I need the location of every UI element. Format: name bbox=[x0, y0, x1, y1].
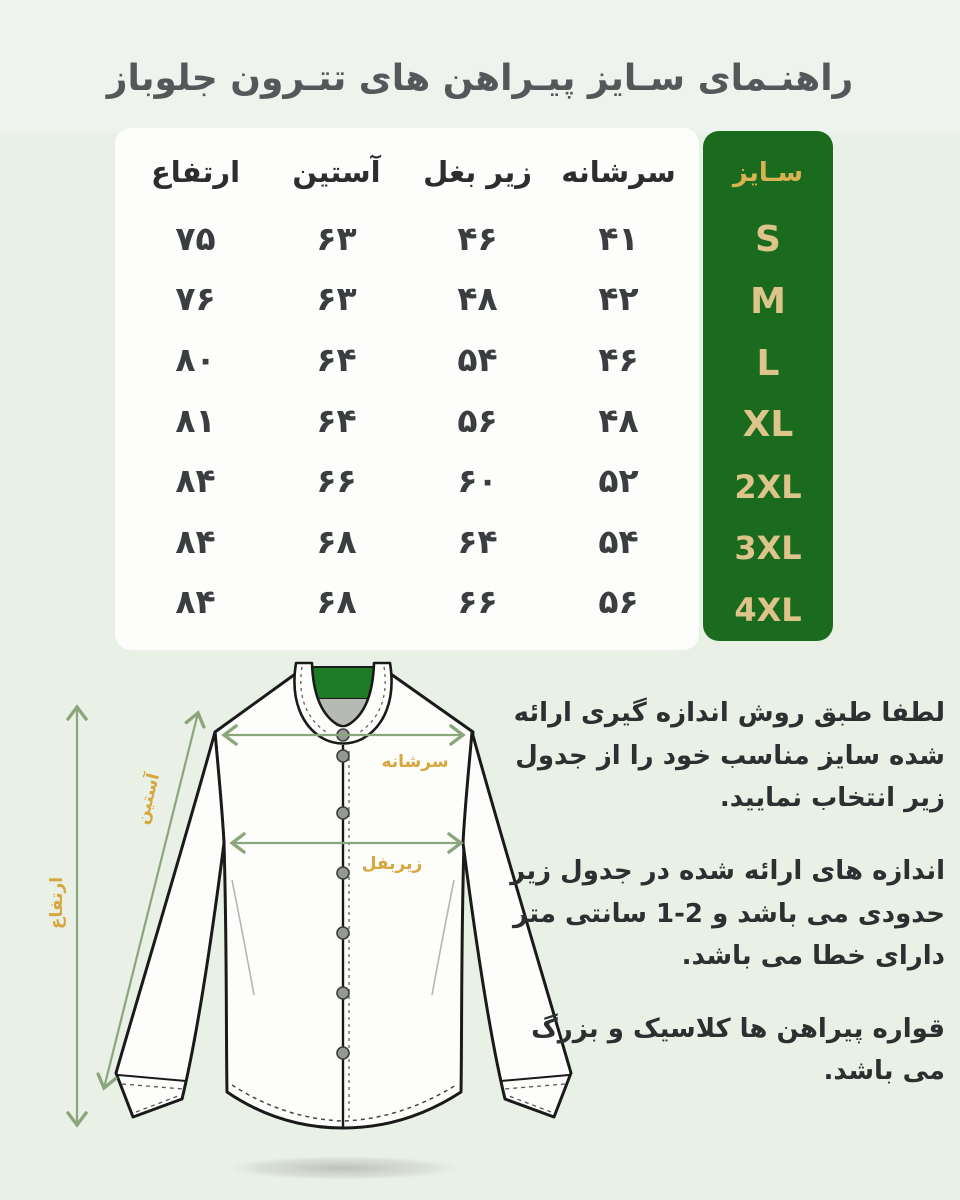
table-cell: ۷۶ bbox=[175, 279, 216, 319]
collar-inside-green bbox=[308, 667, 378, 699]
size-label-l: L bbox=[756, 342, 780, 384]
size-label-xl: XL bbox=[742, 404, 794, 446]
notes-section bbox=[503, 692, 945, 1123]
table-cell: ۷۵ bbox=[175, 218, 216, 258]
button bbox=[337, 987, 349, 999]
button bbox=[337, 927, 349, 939]
underarm-measure-label: زیربفل bbox=[361, 854, 423, 874]
note-fit: قواره پیراهن ها کلاسیک و بزرگ می باشد. bbox=[531, 1013, 945, 1087]
table-cell: ۶۰ bbox=[457, 461, 498, 501]
table-cell: ۸۴ bbox=[175, 461, 216, 501]
shirt-sleeve-left bbox=[116, 732, 224, 1117]
table-cell: ۸۴ bbox=[175, 582, 216, 622]
button bbox=[337, 807, 349, 819]
table-cell: ۶۸ bbox=[316, 582, 357, 622]
column-header-height: ارتفاع bbox=[150, 155, 241, 189]
table-cell: ۵۴ bbox=[598, 521, 639, 561]
column-header-shoulder: سرشانه bbox=[561, 155, 676, 189]
table-cell: ۴۶ bbox=[598, 339, 639, 379]
note-tolerance: اندازه های ارائه شده در جدول زیر حدودی می باشد و 2-1 سانتی متر دارای خطا می باشد. bbox=[510, 855, 945, 972]
table-cell: ۴۶ bbox=[457, 218, 498, 258]
table-cell: ۸۴ bbox=[175, 521, 216, 561]
table-cell: ۴۲ bbox=[598, 279, 639, 319]
button bbox=[337, 1047, 349, 1059]
size-label-s: S bbox=[755, 219, 781, 261]
column-header-sleeve: آستین bbox=[292, 155, 381, 189]
height-measure-label: ارتفاع bbox=[47, 876, 67, 930]
table-cell: ۶۶ bbox=[457, 582, 498, 622]
column-header-underarm: زیر بغل bbox=[423, 155, 532, 189]
table-cell: ۶۴ bbox=[316, 400, 357, 440]
table-cell: ۵۶ bbox=[457, 400, 498, 440]
table-cell: ۵۴ bbox=[457, 339, 498, 379]
size-column-header: سـایز bbox=[732, 158, 804, 188]
table-cell: ۶۸ bbox=[316, 521, 357, 561]
size-column bbox=[703, 131, 833, 641]
table-cell: ۸۱ bbox=[175, 400, 216, 440]
table-cell: ۵۶ bbox=[598, 582, 639, 622]
table-cell: ۸۰ bbox=[175, 339, 216, 379]
table-cell: ۶۴ bbox=[457, 521, 498, 561]
table-cell: ۶۴ bbox=[316, 339, 357, 379]
table-cell: ۵۲ bbox=[598, 461, 639, 501]
size-label-3xl: 3XL bbox=[734, 529, 802, 568]
size-label-2xl: 2XL bbox=[734, 467, 802, 506]
shoulder-measure-label: سرشانه bbox=[381, 752, 449, 772]
button bbox=[337, 750, 349, 762]
page-title: راهنـمای سـایز پیـراهن های تتـرون جلوباز bbox=[106, 58, 854, 99]
button bbox=[337, 867, 349, 879]
table-cell: ۴۸ bbox=[457, 279, 498, 319]
table-cell: ۶۳ bbox=[316, 218, 357, 258]
table-cell: ۶۶ bbox=[316, 461, 357, 501]
size-table bbox=[115, 128, 699, 650]
size-label-4xl: 4XL bbox=[734, 590, 802, 629]
table-cell: ۴۸ bbox=[598, 400, 639, 440]
table-cell: ۶۳ bbox=[316, 279, 357, 319]
sleeve-measure-label: آستین bbox=[132, 771, 165, 827]
shirt-shadow bbox=[228, 1156, 458, 1180]
note-measure-instruction: لطفا طبق روش اندازه گیری ارائه شده سایز مناسب خود را از جدول زیر انتخاب نمایید. bbox=[513, 698, 945, 814]
size-label-m: M bbox=[750, 281, 786, 323]
table-cell: ۴۱ bbox=[598, 218, 639, 258]
